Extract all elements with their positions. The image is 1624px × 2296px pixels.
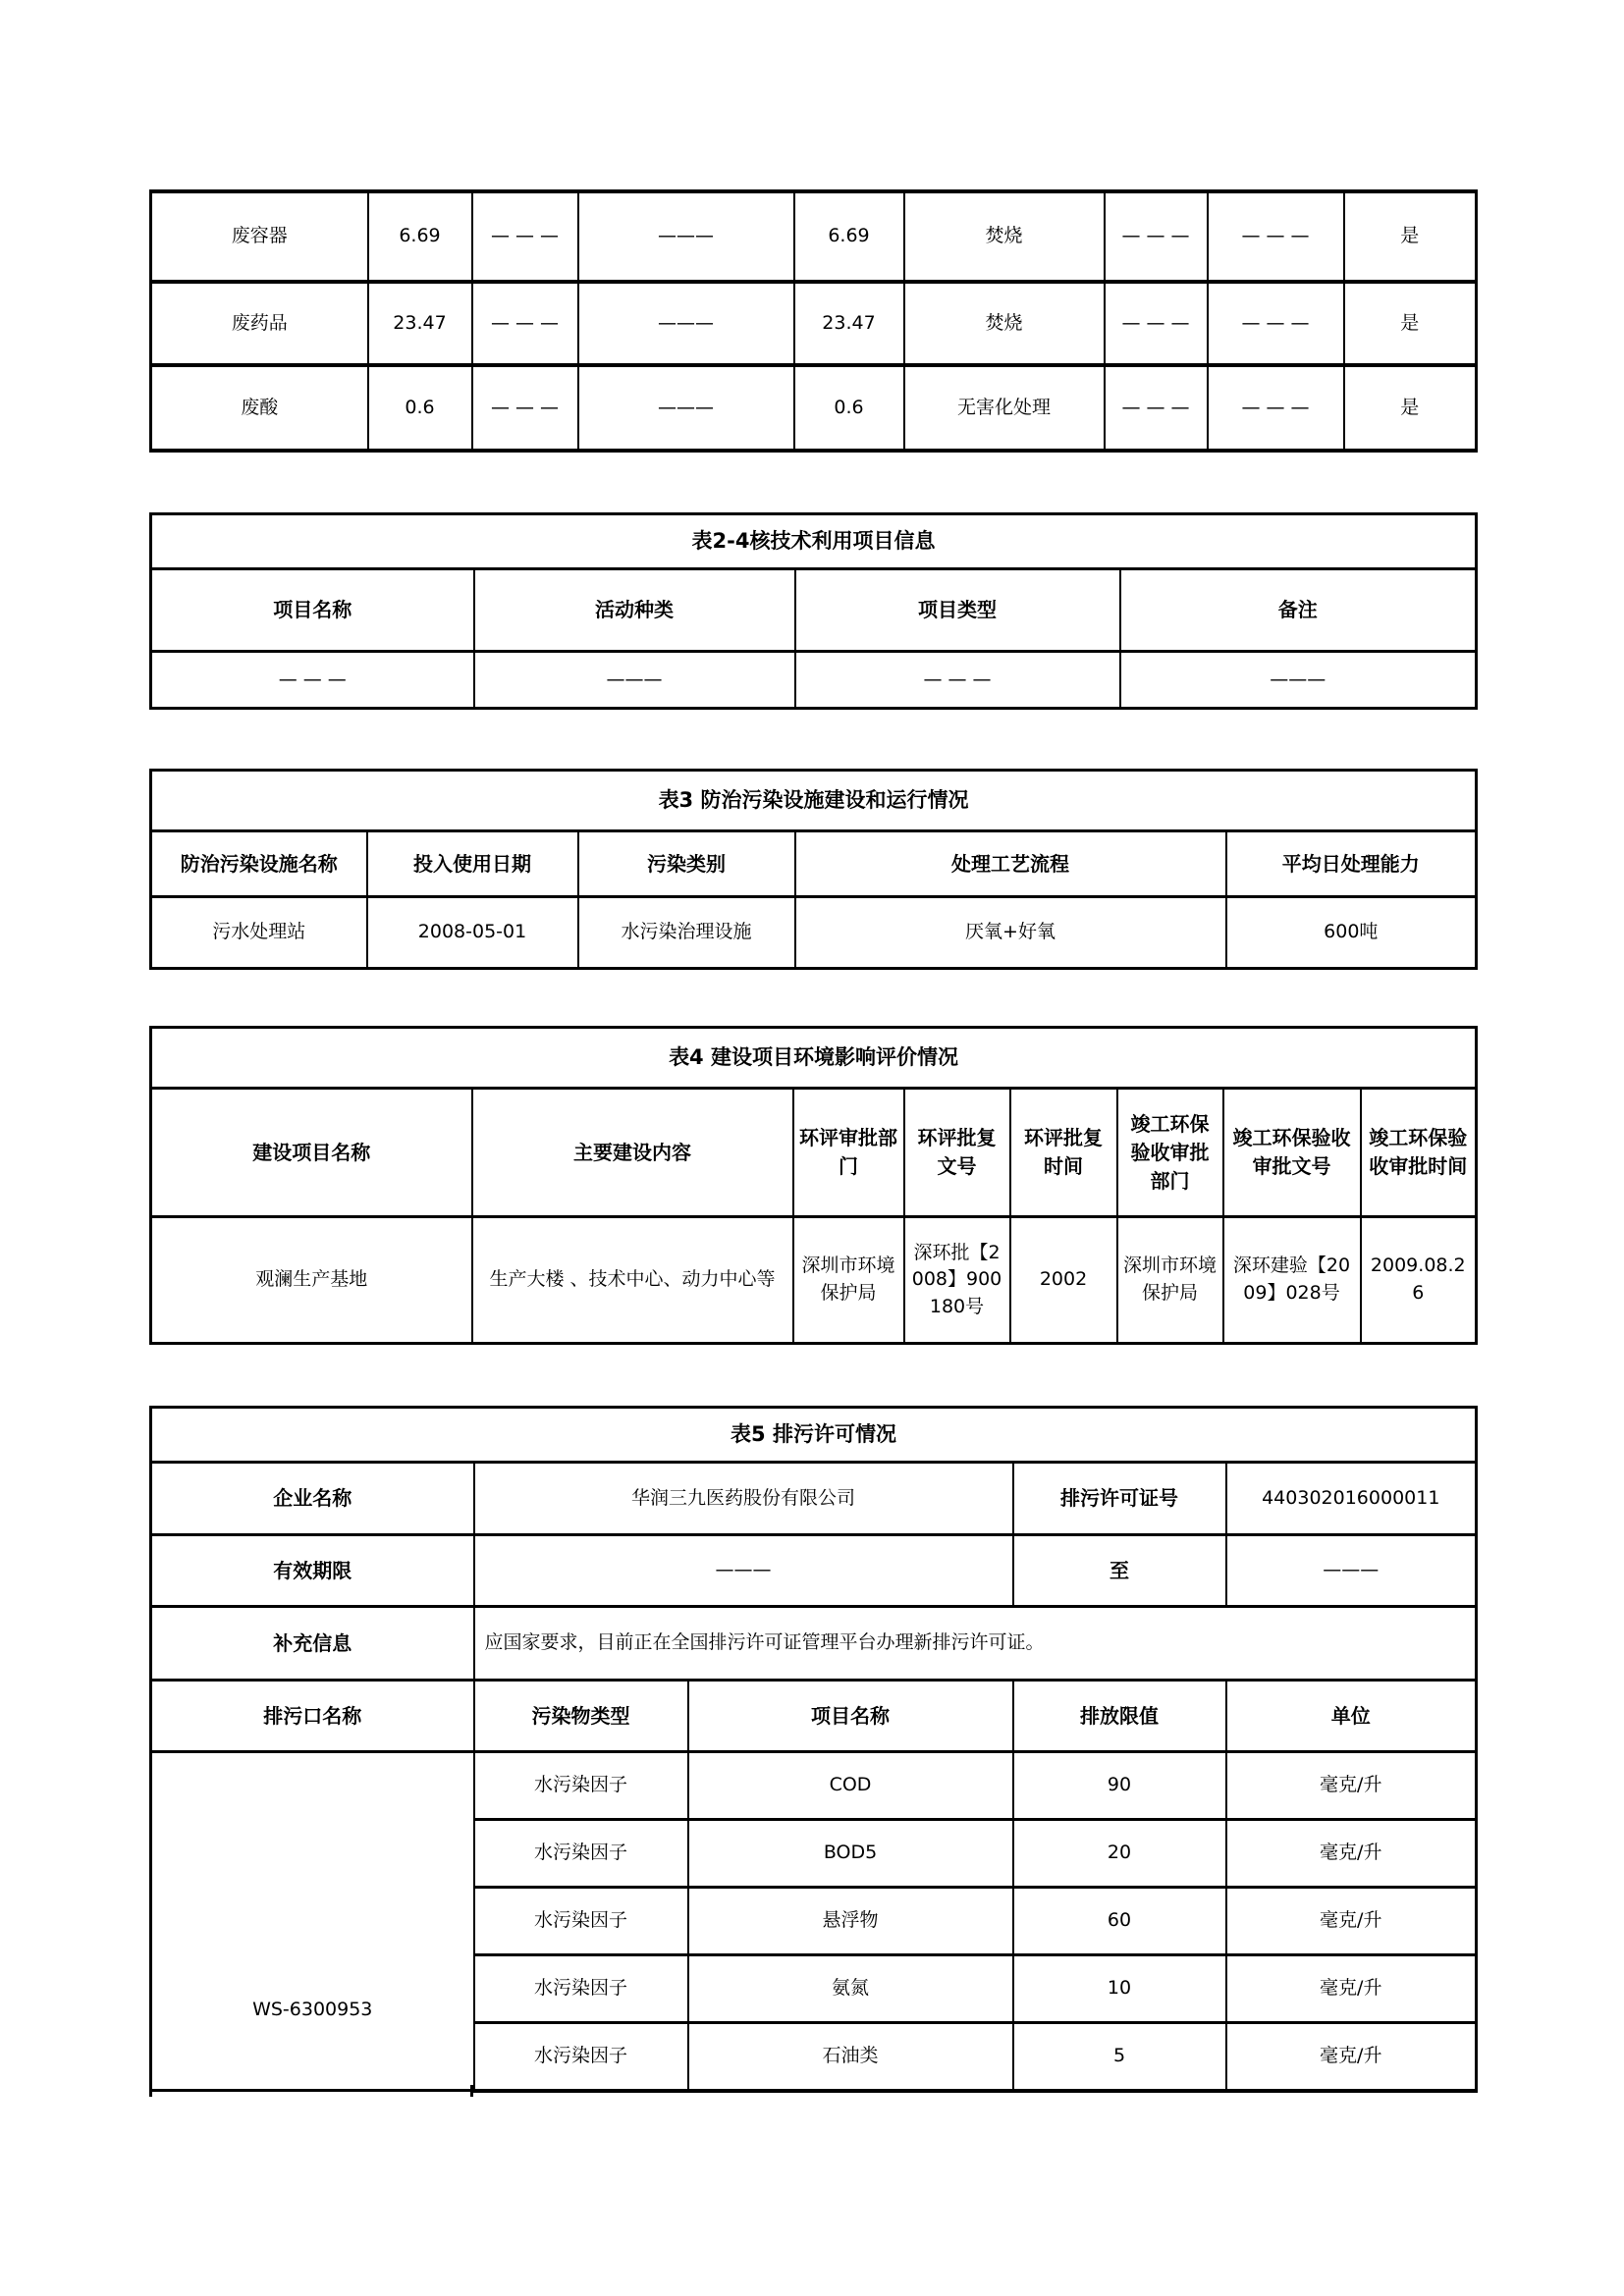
table-header-row	[151, 1089, 1477, 1217]
construction-content-cell: 生产大楼 、技术中心、动力中心等	[472, 1217, 793, 1344]
column-border-stub	[149, 2085, 152, 2097]
table-header-row	[151, 569, 1477, 652]
header-facility-name: 防治污染设施名称	[151, 831, 367, 897]
supplement-value: 应国家要求，目前正在全国排污许可证管理平台办理新排污许可证。	[474, 1607, 1477, 1681]
header-process-flow: 处理工艺流程	[795, 831, 1226, 897]
column-border-stub	[470, 2085, 473, 2097]
validity-to-value: ———	[1226, 1535, 1477, 1607]
discharge-limit-cell: 10	[1013, 1955, 1226, 2023]
cell: ———	[1120, 652, 1477, 709]
waste-cell: — — —	[1105, 365, 1208, 451]
table-row	[151, 897, 1477, 969]
table-row	[151, 1607, 1477, 1681]
eia-time-cell: 2002	[1010, 1217, 1117, 1344]
table-row	[151, 191, 1477, 282]
unit-cell: 毫克/升	[1226, 2023, 1477, 2091]
company-name-label: 企业名称	[151, 1463, 474, 1535]
header-remark: 备注	[1120, 569, 1477, 652]
acceptance-time-cell: 2009.08.26	[1361, 1217, 1477, 1344]
validity-to-label: 至	[1013, 1535, 1226, 1607]
pollutant-discharge-permit-table	[149, 1406, 1478, 2093]
header-construction-project-name: 建设项目名称	[151, 1089, 472, 1217]
waste-cell: 6.69	[794, 191, 904, 282]
header-discharge-limit: 排放限值	[1013, 1681, 1226, 1752]
header-outlet-name: 排污口名称	[151, 1681, 474, 1752]
header-eia-approval-time: 环评批复时间	[1010, 1089, 1117, 1217]
header-project-name: 项目名称	[151, 569, 474, 652]
waste-disposal-cell: 焚烧	[904, 282, 1105, 365]
waste-cell: — — —	[1208, 365, 1344, 451]
outlet-name-label: WS-6300953	[252, 1999, 373, 2020]
table4-title: 表4 建设项目环境影响评价情况	[151, 1028, 1477, 1089]
table-row	[151, 1463, 1477, 1535]
header-unit: 单位	[1226, 1681, 1477, 1752]
table-row	[151, 282, 1477, 365]
discharge-limit-cell: 60	[1013, 1888, 1226, 1955]
validity-label: 有效期限	[151, 1535, 474, 1607]
permit-no-label: 排污许可证号	[1013, 1463, 1226, 1535]
waste-compliance-cell: 是	[1344, 282, 1477, 365]
unit-cell: 毫克/升	[1226, 1820, 1477, 1888]
pollutant-type-cell: 水污染因子	[474, 1955, 688, 2023]
waste-name-cell: 废药品	[151, 282, 368, 365]
eia-dept-cell: 深圳市环境保护局	[793, 1217, 904, 1344]
discharge-limit-cell: 90	[1013, 1752, 1226, 1820]
table-title-row	[151, 1028, 1477, 1089]
table-row	[151, 365, 1477, 451]
waste-cell: — — —	[472, 282, 578, 365]
process-flow-cell: 厌氧+好氧	[795, 897, 1226, 969]
pollution-category-cell: 水污染治理设施	[578, 897, 795, 969]
cell: ———	[474, 652, 795, 709]
table-row	[151, 652, 1477, 709]
outlet-name-cell	[151, 1752, 474, 2091]
waste-cell: 0.6	[794, 365, 904, 451]
header-daily-capacity: 平均日处理能力	[1226, 831, 1477, 897]
header-eia-approval-dept: 环评审批部门	[793, 1089, 904, 1217]
table-row	[151, 1752, 1477, 1820]
daily-capacity-cell: 600吨	[1226, 897, 1477, 969]
waste-cell: — — —	[1105, 282, 1208, 365]
item-name-cell: 悬浮物	[688, 1888, 1013, 1955]
discharge-limit-cell: 20	[1013, 1820, 1226, 1888]
unit-cell: 毫克/升	[1226, 1888, 1477, 1955]
supplement-label: 补充信息	[151, 1607, 474, 1681]
validity-from-value: ———	[474, 1535, 1013, 1607]
discharge-limit-cell: 5	[1013, 2023, 1226, 2091]
waste-cell: — — —	[472, 365, 578, 451]
waste-disposal-cell: 焚烧	[904, 191, 1105, 282]
pollutant-type-cell: 水污染因子	[474, 2023, 688, 2091]
header-pollutant-type: 污染物类型	[474, 1681, 688, 1752]
waste-cell: — — —	[1208, 191, 1344, 282]
waste-cell: — — —	[472, 191, 578, 282]
eia-doc-no-cell: 深环批【2008】900180号	[904, 1217, 1010, 1344]
table-header-row	[151, 831, 1477, 897]
header-pollution-category: 污染类别	[578, 831, 795, 897]
pollution-control-facility-table	[149, 769, 1478, 970]
commission-date-cell: 2008-05-01	[367, 897, 578, 969]
waste-cell: — — —	[1105, 191, 1208, 282]
table-title-row	[151, 771, 1477, 831]
waste-cell: — — —	[1208, 282, 1344, 365]
table-row	[151, 1535, 1477, 1607]
waste-cell: 23.47	[794, 282, 904, 365]
header-project-type: 项目类型	[795, 569, 1120, 652]
pollutant-type-cell: 水污染因子	[474, 1752, 688, 1820]
header-item-name: 项目名称	[688, 1681, 1013, 1752]
project-name-cell: 观澜生产基地	[151, 1217, 472, 1344]
unit-cell: 毫克/升	[1226, 1955, 1477, 2023]
header-eia-approval-doc-no: 环评批复文号	[904, 1089, 1010, 1217]
pollutant-type-cell: 水污染因子	[474, 1888, 688, 1955]
cell: — — —	[151, 652, 474, 709]
waste-cell: ———	[578, 191, 794, 282]
table5-title: 表5 排污许可情况	[151, 1408, 1477, 1463]
acceptance-doc-no-cell: 深环建验【2009】028号	[1223, 1217, 1361, 1344]
item-name-cell: BOD5	[688, 1820, 1013, 1888]
header-acceptance-doc-no: 竣工环保验收审批文号	[1223, 1089, 1361, 1217]
item-name-cell: COD	[688, 1752, 1013, 1820]
waste-cell: ———	[578, 365, 794, 451]
header-acceptance-time: 竣工环保验收审批时间	[1361, 1089, 1477, 1217]
waste-compliance-cell: 是	[1344, 365, 1477, 451]
table2-4-title: 表2-4核技术利用项目信息	[151, 514, 1477, 569]
header-acceptance-dept: 竣工环保验收审批部门	[1117, 1089, 1223, 1217]
waste-name-cell: 废酸	[151, 365, 368, 451]
item-name-cell: 石油类	[688, 2023, 1013, 2091]
table3-title: 表3 防治污染设施建设和运行情况	[151, 771, 1477, 831]
facility-name-cell: 污水处理站	[151, 897, 367, 969]
waste-compliance-cell: 是	[1344, 191, 1477, 282]
company-name-value: 华润三九医药股份有限公司	[474, 1463, 1013, 1535]
waste-cell: 23.47	[368, 282, 472, 365]
waste-name-cell: 废容器	[151, 191, 368, 282]
pollutant-type-cell: 水污染因子	[474, 1820, 688, 1888]
waste-disposal-cell: 无害化处理	[904, 365, 1105, 451]
header-activity-type: 活动种类	[474, 569, 795, 652]
table-title-row	[151, 514, 1477, 569]
waste-cell: ———	[578, 282, 794, 365]
cell: — — —	[795, 652, 1120, 709]
table-header-row	[151, 1681, 1477, 1752]
permit-no-value: 440302016000011	[1226, 1463, 1477, 1535]
acceptance-dept-cell: 深圳市环境保护局	[1117, 1217, 1223, 1344]
item-name-cell: 氨氮	[688, 1955, 1013, 2023]
table-row	[151, 1217, 1477, 1344]
nuclear-tech-table	[149, 512, 1478, 710]
table-title-row	[151, 1408, 1477, 1463]
header-main-construction-content: 主要建设内容	[472, 1089, 793, 1217]
hazardous-waste-table	[149, 189, 1478, 453]
header-commission-date: 投入使用日期	[367, 831, 578, 897]
eia-table	[149, 1026, 1478, 1345]
waste-cell: 6.69	[368, 191, 472, 282]
unit-cell: 毫克/升	[1226, 1752, 1477, 1820]
waste-cell: 0.6	[368, 365, 472, 451]
